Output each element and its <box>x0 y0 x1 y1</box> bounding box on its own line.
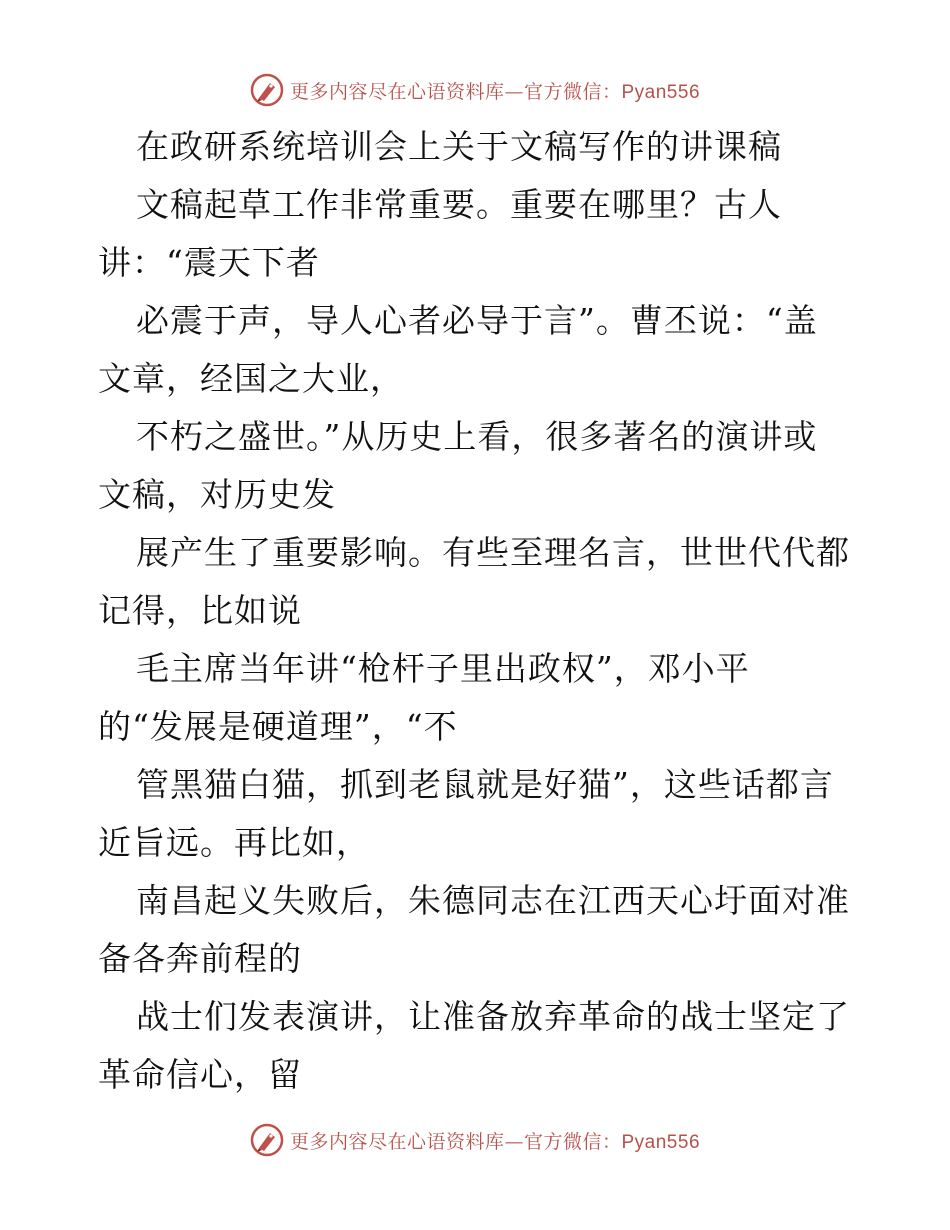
text-line: 毛主席当年讲“枪杆子里出政权”，邓小平 <box>136 649 750 688</box>
watermark-main-text: 更多内容尽在心语资料库 <box>289 80 505 103</box>
watermark-text <box>290 77 700 104</box>
text-line: 文章，经国之大业， <box>98 359 404 398</box>
watermark-wechat-label: 官方微信： <box>523 80 622 103</box>
footer-watermark <box>0 1120 950 1160</box>
text-line: 不朽之盛世。”从历史上看，很多著名的演讲或 <box>136 417 818 456</box>
text-line: 文稿，对历史发 <box>98 475 336 514</box>
watermark-account: Pyan556 <box>621 81 701 103</box>
watermark-account: Pyan556 <box>621 1131 701 1153</box>
header-watermark <box>0 70 950 110</box>
text-line: 管黑猫白猫，抓到老鼠就是好猫”，这些话都言 <box>136 765 834 804</box>
watermark-separator: — <box>504 1130 524 1153</box>
watermark-text <box>290 1127 700 1154</box>
pen-logo-icon <box>250 1123 284 1157</box>
text-line: 南昌起义失败后，朱德同志在江西天心圩面对准 <box>136 881 850 920</box>
text-line: 备各奔前程的 <box>98 939 302 978</box>
watermark-separator: — <box>504 80 524 103</box>
text-line: 文稿起草工作非常重要。重要在哪里？古人 <box>136 185 782 224</box>
text-line: 战士们发表演讲，让准备放弃革命的战士坚定了 <box>136 997 850 1036</box>
text-line: 展产生了重要影响。有些至理名言，世世代代都 <box>136 533 850 572</box>
text-line: 近旨远。再比如， <box>98 823 370 862</box>
pen-logo-icon <box>250 73 284 107</box>
document-title: 在政研系统培训会上关于文稿写作的讲课稿 <box>136 127 782 166</box>
text-line: 记得，比如说 <box>98 591 302 630</box>
text-line: 的“发展是硬道理”，“不 <box>98 707 458 746</box>
text-line: 革命信心，留 <box>98 1055 302 1094</box>
text-line: 讲：“震天下者 <box>98 243 320 282</box>
watermark-wechat-label: 官方微信： <box>523 1130 622 1153</box>
watermark-main-text: 更多内容尽在心语资料库 <box>289 1130 505 1153</box>
document-body <box>98 118 858 1104</box>
text-line: 必震于声，导人心者必导于言”。曹丕说：“盖 <box>136 301 818 340</box>
